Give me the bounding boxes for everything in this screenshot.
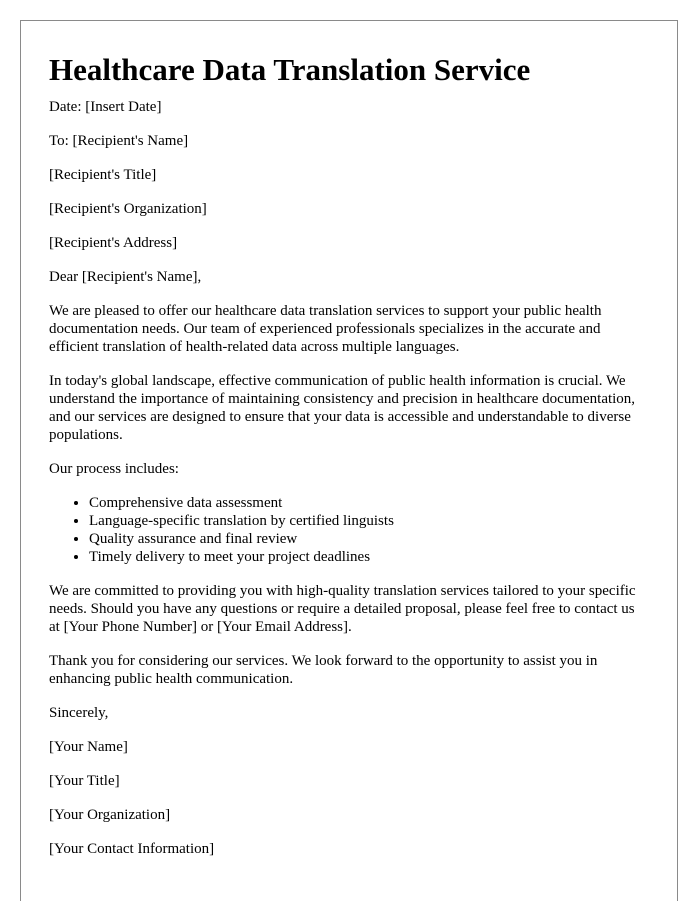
body-paragraph-thanks: Thank you for considering our services. We look forward to the opportunity to assist you in enhancing public health communication. — [49, 653, 598, 687]
body-paragraph-commitment: We are committed to providing you with high-quality translation services tailored to your specific needs. Should you have any questions or require a detailed proposal, please feel free to contact us at [Your Phone Number] or [Your Email Address]. — [49, 583, 636, 635]
process-intro: Our process includes: — [49, 461, 179, 477]
list-item: • Language-specific translation by certified linguists — [89, 512, 649, 530]
process-list — [49, 494, 649, 566]
sender-name: [Your Name] — [49, 739, 128, 755]
recipient-organization: [Recipient's Organization] — [49, 201, 207, 217]
recipient-name-line: To: [Recipient's Name] — [49, 133, 189, 149]
letter-page — [20, 20, 678, 901]
body-paragraph-landscape: In today's global landscape, effective communication of public health information is crucial. We understand the importance of maintaining consistency and precision in healthcare documentation, and our services are designed to ensure that your data is accessible and understandable to diverse populations. — [49, 373, 636, 443]
list-item: • Timely delivery to meet your project deadlines — [89, 548, 649, 566]
sender-contact: [Your Contact Information] — [49, 841, 215, 857]
sender-title: [Your Title] — [49, 773, 120, 789]
list-item: • Quality assurance and final review — [89, 530, 649, 548]
list-item: • Comprehensive data assessment — [89, 494, 649, 512]
date-line: Date: [Insert Date] — [49, 99, 162, 115]
salutation: Dear [Recipient's Name], — [49, 269, 202, 285]
recipient-address: [Recipient's Address] — [49, 235, 178, 251]
sender-organization: [Your Organization] — [49, 807, 171, 823]
body-paragraph-intro: We are pleased to offer our healthcare data translation services to support your public health documentation needs. Our team of experienced professionals specializes in the accurate and efficient translation of health-related data across multiple languages. — [49, 303, 602, 355]
recipient-title: [Recipient's Title] — [49, 167, 157, 183]
letter-title: Healthcare Data Translation Service — [49, 52, 531, 87]
signoff: Sincerely, — [49, 705, 109, 721]
